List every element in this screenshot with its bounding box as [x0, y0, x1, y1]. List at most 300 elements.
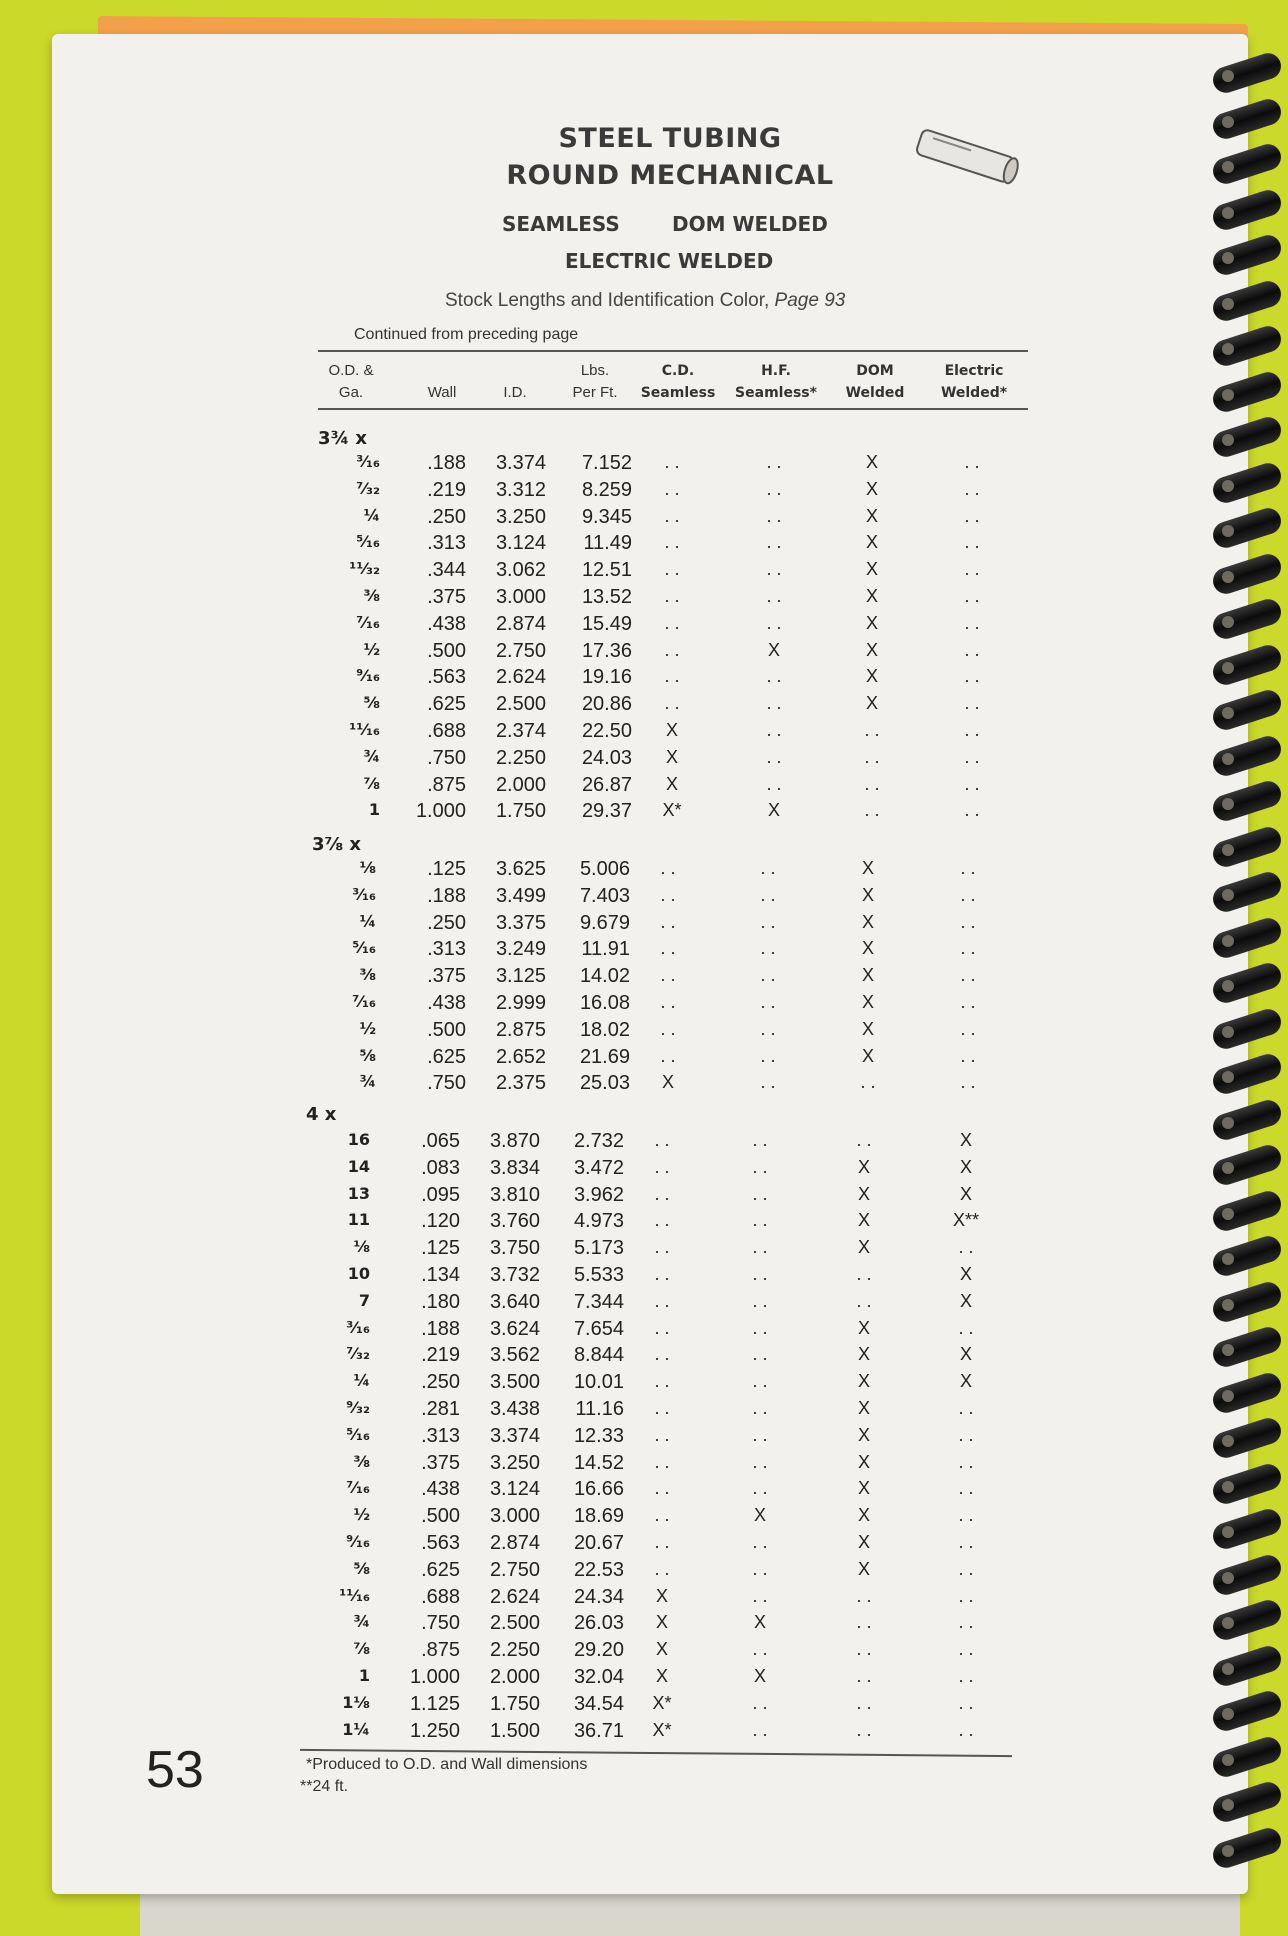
cell-electric-welded: X [959, 1344, 972, 1365]
cell-cd-seamless: . . [664, 586, 680, 606]
header-hf-seamless-label: Seamless* [735, 385, 817, 401]
cell-hf-seamless: . . [752, 1183, 768, 1204]
cell-id: 3.250 [495, 505, 546, 528]
cell-hf-seamless: . . [752, 1264, 768, 1284]
table-row [0, 452, 1288, 479]
cell-lbs-per-ft: 29.20 [573, 1639, 624, 1662]
cell-id: 3.124 [495, 532, 546, 555]
cell-electric-welded: X [959, 1290, 972, 1311]
cell-gauge: ¹¹⁄₁₆ [339, 1585, 370, 1605]
cell-electric-welded: . . [958, 1558, 974, 1579]
cell-hf-seamless: . . [752, 1451, 768, 1472]
cell-wall: 1.000 [415, 800, 466, 823]
table-row [0, 1425, 1288, 1452]
cell-gauge: ⅝ [363, 693, 380, 713]
header-lbs: Lbs. [580, 362, 610, 379]
cell-gauge: 1 [368, 800, 380, 820]
cell-wall: .750 [421, 1612, 460, 1635]
binding-hole [1222, 434, 1234, 446]
cell-gauge: ⅜ [363, 586, 380, 605]
cell-dom-welded: X [857, 1317, 870, 1338]
stock-note-page-ref: Page 93 [774, 290, 846, 311]
cell-hf-seamless: . . [752, 1371, 768, 1392]
cell-hf-seamless: . . [766, 505, 782, 526]
cell-lbs-per-ft: 9.679 [579, 911, 630, 934]
cell-wall: .625 [427, 693, 466, 716]
cell-electric-welded: . . [958, 1719, 974, 1740]
cell-gauge: ³⁄₁₆ [346, 1317, 370, 1337]
cell-gauge: ¼ [359, 911, 376, 931]
table-row [0, 666, 1288, 693]
cell-gauge: 1⅛ [342, 1692, 370, 1712]
cell-hf-seamless: . . [752, 1290, 768, 1311]
cell-dom-welded: X [865, 666, 878, 687]
cell-electric-welded: . . [958, 1505, 974, 1526]
cell-lbs-per-ft: 15.49 [581, 612, 632, 635]
cell-id: 3.834 [489, 1156, 540, 1179]
cell-hf-seamless: . . [752, 1585, 768, 1606]
cell-id: 2.750 [489, 1558, 540, 1581]
cell-dom-welded: . . [856, 1612, 872, 1633]
cell-electric-welded: . . [964, 666, 980, 687]
cell-electric-welded: . . [964, 773, 980, 794]
spiral-coil [1210, 232, 1285, 278]
cell-electric-welded: . . [960, 965, 976, 986]
cell-electric-welded: . . [958, 1666, 974, 1686]
cell-id: 3.249 [495, 938, 546, 961]
header-od: O.D. & [328, 362, 374, 379]
cell-dom-welded: X [865, 559, 878, 580]
cell-electric-welded: . . [958, 1692, 974, 1713]
cell-id: 3.625 [495, 858, 546, 880]
cell-gauge: ³⁄₁₆ [356, 452, 380, 471]
cell-wall: .250 [427, 505, 466, 528]
cell-cd-seamless: X [665, 773, 678, 794]
cell-dom-welded: X [861, 938, 874, 959]
header-dom: DOM [856, 363, 894, 379]
cell-dom-welded: X [857, 1505, 870, 1526]
cell-cd-seamless: . . [664, 452, 680, 472]
cell-wall: 1.125 [409, 1692, 460, 1715]
table-row [0, 1586, 1288, 1613]
cell-dom-welded: X [865, 505, 878, 526]
cell-id: 2.500 [495, 693, 546, 716]
table-row [0, 774, 1288, 801]
table-row [0, 693, 1288, 720]
cell-electric-welded: . . [964, 559, 980, 580]
cell-id: 3.062 [495, 559, 546, 582]
cell-electric-welded: . . [958, 1532, 974, 1552]
footnote-produced: *Produced to O.D. and Wall dimensions [306, 1756, 588, 1773]
cell-dom-welded: X [857, 1210, 870, 1231]
stock-note [445, 290, 845, 312]
cell-id: 3.312 [495, 478, 546, 501]
cell-electric-welded: . . [958, 1398, 974, 1418]
cell-lbs-per-ft: 11.91 [581, 938, 630, 961]
cell-wall: .875 [421, 1639, 460, 1662]
header-bottom-rule [318, 408, 1028, 410]
table-row [0, 1452, 1288, 1479]
od-group-label: 3⅞ x [312, 834, 362, 855]
cell-cd-seamless: . . [654, 1344, 670, 1365]
cell-electric-welded: . . [958, 1424, 974, 1445]
cell-gauge: ⅝ [359, 1045, 376, 1065]
cell-electric-welded: . . [958, 1317, 974, 1338]
cell-id: 2.999 [495, 992, 546, 1014]
cell-cd-seamless: . . [654, 1237, 670, 1258]
cell-electric-welded: . . [964, 452, 980, 472]
cell-cd-seamless: . . [660, 1045, 676, 1066]
cell-hf-seamless: . . [752, 1156, 768, 1177]
cell-cd-seamless: . . [660, 938, 676, 959]
cell-dom-welded: X [861, 992, 874, 1012]
cell-gauge: ¹¹⁄₁₆ [349, 720, 380, 739]
tube-icon [908, 120, 1028, 200]
cell-cd-seamless: . . [664, 612, 680, 633]
cell-wall: .250 [421, 1371, 460, 1394]
cell-dom-welded: . . [864, 773, 880, 794]
cell-wall: .219 [421, 1344, 460, 1367]
cell-dom-welded: . . [856, 1666, 872, 1686]
table-row [0, 858, 1288, 885]
cell-wall: .125 [421, 1237, 460, 1260]
cell-hf-seamless: . . [752, 1692, 768, 1713]
cell-gauge: ⁹⁄₃₂ [346, 1398, 370, 1417]
cell-lbs-per-ft: 17.36 [581, 639, 632, 662]
header-ga: Ga. [338, 384, 364, 401]
cell-wall: .125 [427, 858, 466, 880]
cell-dom-welded: X [857, 1398, 870, 1418]
cell-hf-seamless: . . [766, 478, 782, 499]
cell-hf-seamless: . . [752, 1424, 768, 1445]
cell-hf-seamless: . . [752, 1398, 768, 1418]
cell-wall: .065 [421, 1130, 460, 1152]
cell-hf-seamless: . . [766, 746, 782, 767]
cell-id: 3.562 [489, 1344, 540, 1367]
cell-wall: .344 [427, 559, 466, 582]
cell-cd-seamless: X [655, 1639, 668, 1660]
cell-dom-welded: . . [864, 746, 880, 767]
cell-electric-welded: . . [964, 639, 980, 660]
cell-id: 3.750 [489, 1237, 540, 1260]
cell-lbs-per-ft: 34.54 [573, 1692, 624, 1715]
cell-hf-seamless: . . [760, 965, 776, 986]
cell-hf-seamless: . . [760, 884, 776, 905]
cell-wall: .438 [427, 612, 466, 635]
cell-hf-seamless: . . [766, 586, 782, 606]
cell-cd-seamless: X* [662, 800, 682, 821]
cell-lbs-per-ft: 7.403 [579, 884, 630, 907]
cell-lbs-per-ft: 14.52 [573, 1451, 624, 1474]
header-lbs-per-ft [560, 360, 630, 404]
cell-lbs-per-ft: 20.86 [581, 693, 632, 716]
cell-wall: .250 [427, 911, 466, 934]
cell-gauge: ¹¹⁄₃₂ [349, 559, 380, 579]
cell-cd-seamless: . . [660, 965, 676, 986]
cell-lbs-per-ft: 29.37 [581, 800, 632, 823]
cell-gauge: ⁵⁄₁₆ [346, 1424, 370, 1444]
cell-dom-welded: . . [856, 1585, 872, 1606]
cell-hf-seamless: . . [766, 773, 782, 794]
cell-dom-welded: X [857, 1478, 870, 1499]
cell-wall: .313 [421, 1424, 460, 1447]
cell-gauge: ½ [353, 1505, 370, 1525]
cell-lbs-per-ft: 21.69 [579, 1045, 630, 1068]
cell-electric-welded: . . [964, 612, 980, 633]
cell-dom-welded: X [857, 1344, 870, 1365]
cell-id: 3.250 [489, 1451, 540, 1474]
cell-id: 2.374 [495, 720, 546, 742]
cell-cd-seamless: . . [654, 1210, 670, 1231]
table-row [0, 1046, 1288, 1073]
table-row [0, 747, 1288, 774]
table-row [0, 1318, 1288, 1345]
cell-gauge: ⁷⁄₁₆ [352, 992, 376, 1011]
cell-wall: .188 [421, 1317, 460, 1340]
cell-hf-seamless: . . [766, 612, 782, 633]
binding-hole [1222, 252, 1234, 264]
cell-id: 2.874 [495, 612, 546, 635]
cell-id: 3.438 [489, 1398, 540, 1420]
cell-cd-seamless: . . [664, 478, 680, 499]
cell-cd-seamless: . . [660, 992, 676, 1012]
table-row [0, 479, 1288, 506]
cell-wall: .688 [427, 720, 466, 742]
cell-gauge: ⁷⁄₃₂ [356, 478, 380, 498]
cell-cd-seamless: . . [664, 693, 680, 714]
cell-gauge: ½ [363, 639, 380, 659]
header-cd-seamless [634, 360, 722, 404]
cell-hf-seamless: . . [766, 559, 782, 580]
cell-hf-seamless: . . [752, 1344, 768, 1365]
cell-cd-seamless: X [655, 1666, 668, 1686]
table-row [0, 938, 1288, 965]
cell-dom-welded: X [857, 1532, 870, 1552]
spiral-coil [1210, 323, 1285, 369]
page-title [100, 120, 1240, 194]
cell-wall: .375 [427, 586, 466, 608]
cell-id: 3.640 [489, 1290, 540, 1313]
cell-hf-seamless: X [753, 1505, 766, 1526]
table-row [0, 1130, 1288, 1157]
cell-hf-seamless: . . [760, 938, 776, 959]
cell-lbs-per-ft: 16.66 [573, 1478, 624, 1501]
cell-id: 1.750 [489, 1692, 540, 1715]
cell-cd-seamless: X [665, 746, 678, 767]
cell-gauge: 1¼ [342, 1719, 370, 1739]
cell-gauge: ¾ [359, 1072, 376, 1092]
cell-gauge: ⅛ [353, 1237, 370, 1257]
binding-hole [1222, 207, 1234, 219]
cell-cd-seamless: . . [664, 639, 680, 660]
cell-lbs-per-ft: 18.02 [579, 1018, 630, 1041]
binding-hole [1222, 343, 1234, 355]
cell-electric-welded: X [959, 1371, 972, 1392]
cell-wall: .180 [421, 1290, 460, 1313]
cell-lbs-per-ft: 9.345 [581, 505, 632, 528]
cell-id: 3.732 [489, 1264, 540, 1286]
cell-dom-welded: . . [856, 1639, 872, 1660]
table-row [0, 559, 1288, 586]
cell-hf-seamless: . . [766, 452, 782, 472]
cell-hf-seamless: . . [760, 858, 776, 878]
cell-gauge: ⁷⁄₃₂ [346, 1344, 370, 1364]
cell-hf-seamless: X [753, 1666, 766, 1686]
cell-cd-seamless: X [665, 720, 678, 740]
cell-wall: .313 [427, 938, 466, 961]
cell-wall: .188 [427, 452, 466, 474]
table-row [0, 1237, 1288, 1264]
cell-gauge: ¼ [363, 505, 380, 525]
cell-wall: .083 [421, 1156, 460, 1179]
cell-electric-welded: . . [960, 992, 976, 1012]
cell-dom-welded: X [857, 1424, 870, 1445]
cell-lbs-per-ft: 3.472 [573, 1156, 624, 1179]
cell-lbs-per-ft: 32.04 [573, 1666, 624, 1688]
cell-lbs-per-ft: 14.02 [579, 965, 630, 988]
cell-wall: .438 [421, 1478, 460, 1501]
header-wall: Wall [427, 384, 457, 401]
table-row [0, 506, 1288, 533]
cell-dom-welded: . . [856, 1264, 872, 1284]
cell-dom-welded: X [861, 1045, 874, 1066]
cell-cd-seamless: . . [654, 1478, 670, 1499]
cell-lbs-per-ft: 22.53 [573, 1558, 624, 1581]
cell-gauge: ⁷⁄₁₆ [356, 612, 380, 632]
cell-electric-welded: . . [958, 1612, 974, 1633]
table-row [0, 1371, 1288, 1398]
cell-wall: .438 [427, 992, 466, 1014]
cell-cd-seamless: . . [654, 1505, 670, 1526]
cell-gauge: 11 [347, 1210, 370, 1230]
cell-wall: .500 [427, 639, 466, 662]
cell-wall: .563 [427, 666, 466, 689]
cell-wall: .500 [421, 1505, 460, 1528]
cell-cd-seamless: X* [652, 1692, 672, 1713]
cell-cd-seamless: . . [654, 1532, 670, 1552]
cell-lbs-per-ft: 12.33 [573, 1424, 624, 1447]
cell-gauge: 14 [347, 1156, 370, 1176]
cell-electric-welded: . . [958, 1451, 974, 1472]
cell-lbs-per-ft: 5.533 [573, 1264, 624, 1286]
cell-dom-welded: . . [856, 1130, 872, 1150]
cell-gauge: ⅜ [353, 1451, 370, 1471]
binding-hole [1222, 298, 1234, 310]
cell-gauge: ½ [359, 1018, 376, 1038]
table-row [0, 613, 1288, 640]
cell-cd-seamless: . . [660, 1018, 676, 1039]
cell-electric-welded: X [959, 1156, 972, 1177]
cell-id: 3.000 [495, 586, 546, 608]
cell-cd-seamless: . . [654, 1558, 670, 1579]
table-row [0, 1559, 1288, 1586]
cell-cd-seamless: . . [664, 559, 680, 580]
cell-cd-seamless: . . [660, 911, 676, 932]
cell-hf-seamless: . . [752, 1719, 768, 1740]
cell-wall: .095 [421, 1183, 460, 1206]
cell-electric-welded: . . [960, 938, 976, 959]
cell-hf-seamless: . . [752, 1639, 768, 1660]
table-row [0, 1478, 1288, 1505]
cell-wall: .219 [427, 478, 466, 501]
header-id: I.D. [503, 384, 527, 401]
cell-id: 3.499 [495, 884, 546, 907]
table-row [0, 532, 1288, 559]
cell-wall: .281 [421, 1398, 460, 1420]
cell-lbs-per-ft: 7.344 [573, 1290, 624, 1313]
cell-electric-welded: . . [964, 693, 980, 714]
cell-electric-welded: . . [964, 586, 980, 606]
cell-id: 2.250 [495, 746, 546, 769]
cell-lbs-per-ft: 26.87 [581, 773, 632, 796]
cell-hf-seamless: . . [752, 1478, 768, 1499]
cell-lbs-per-ft: 24.34 [573, 1585, 624, 1608]
header-electric-welded-label: Welded* [940, 385, 1008, 401]
cell-id: 2.250 [489, 1639, 540, 1662]
cell-lbs-per-ft: 7.654 [573, 1317, 624, 1340]
cell-hf-seamless: . . [766, 532, 782, 553]
cell-id: 3.624 [489, 1317, 540, 1340]
cell-gauge: ¼ [353, 1371, 370, 1391]
cell-gauge: ⅞ [353, 1639, 370, 1659]
cell-gauge: 16 [347, 1130, 370, 1149]
cell-id: 3.000 [489, 1505, 540, 1528]
header-top-rule [318, 350, 1028, 352]
cell-lbs-per-ft: 4.973 [573, 1210, 624, 1233]
cell-electric-welded: . . [960, 858, 976, 878]
page-number: 53 [146, 1741, 204, 1799]
cell-gauge: ¾ [363, 746, 380, 766]
cell-lbs-per-ft: 13.52 [581, 586, 632, 608]
cell-lbs-per-ft: 18.69 [573, 1505, 624, 1528]
cell-electric-welded: . . [960, 1018, 976, 1039]
cell-cd-seamless: . . [654, 1156, 670, 1177]
binding-hole [1222, 1754, 1234, 1766]
table-row [0, 1019, 1288, 1046]
cell-dom-welded: X [861, 965, 874, 986]
cell-dom-welded: X [861, 911, 874, 932]
cell-electric-welded: X [959, 1264, 972, 1284]
cell-id: 3.374 [489, 1424, 540, 1447]
subtitle-seamless: SEAMLESS [502, 212, 620, 236]
cell-id: 3.870 [489, 1130, 540, 1152]
cell-dom-welded: . . [864, 720, 880, 740]
table-row [0, 1693, 1288, 1720]
cell-lbs-per-ft: 11.16 [575, 1398, 624, 1420]
cell-electric-welded: . . [958, 1639, 974, 1660]
cell-id: 2.624 [495, 666, 546, 689]
table-row [0, 992, 1288, 1019]
cell-dom-welded: . . [856, 1692, 872, 1713]
cell-hf-seamless: . . [766, 666, 782, 687]
cell-wall: .375 [421, 1451, 460, 1474]
cell-electric-welded: . . [958, 1478, 974, 1499]
cell-cd-seamless: . . [654, 1183, 670, 1204]
cell-id: 2.874 [489, 1532, 540, 1554]
cell-dom-welded: X [865, 452, 878, 472]
header-hf: H.F. [761, 363, 791, 379]
cell-gauge: 10 [347, 1264, 370, 1283]
cell-gauge: ³⁄₁₆ [352, 884, 376, 904]
binding-hole [1222, 70, 1234, 82]
cell-dom-welded: X [865, 693, 878, 714]
cell-gauge: ⅜ [359, 965, 376, 985]
cell-wall: 1.250 [409, 1719, 460, 1742]
cell-cd-seamless: . . [654, 1424, 670, 1445]
cell-dom-welded: X [857, 1371, 870, 1392]
cell-lbs-per-ft: 5.173 [573, 1237, 624, 1260]
cell-id: 2.000 [495, 773, 546, 796]
